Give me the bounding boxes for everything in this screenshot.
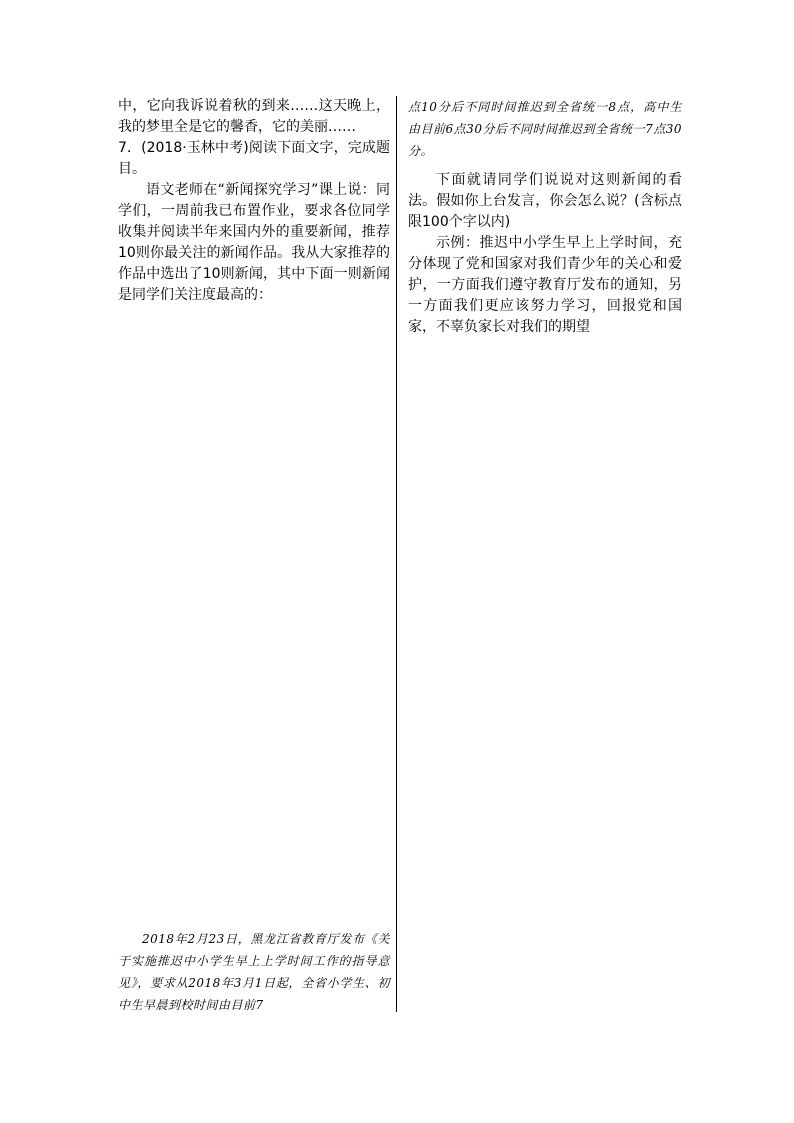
paragraph-autumn-ending: 中，它向我诉说着秋的到来……这天晚上，我的梦里全是它的馨香，它的美丽…… <box>118 98 390 135</box>
news-excerpt-start <box>118 928 390 1016</box>
column-divider <box>396 96 397 1012</box>
left-column <box>118 96 390 306</box>
right-column <box>408 96 682 338</box>
news-paragraph: 2018年2月23日，黑龙江省教育厅发布《关于实施推迟中小学生早上上学时间工作的指导意见》，要求从2018年3月1日起，全省小学生、初中生早晨到校时间由目前7 <box>118 932 390 1012</box>
teacher-intro-paragraph: 语文老师在“新闻探究学习”课上说：同学们，一周前我已布置作业，要求各位同学收集并阅读半年来国内外的重要新闻，推荐10则你最关注的新闻作品。我从大家推荐的作品中选出了10则新闻，其中下面一则新闻是同学们关注度最高的： <box>118 182 390 303</box>
sample-answer: 示例：推迟中小学生早上上学时间，充分体现了党和国家对我们青少年的关心和爱护，一方面我们遵守教育厅发布的通知，另一方面我们更应该努力学习，回报党和国家，不辜负家长对我们的期望 <box>408 235 682 335</box>
discussion-prompt: 下面就请同学们说说对这则新闻的看法。假如你上台发言，你会怎么说？(含标点限100个字以内) <box>408 172 682 230</box>
question-7-heading: 7．(2018·玉林中考)阅读下面文字，完成题目。 <box>118 140 390 177</box>
news-excerpt-continued: 点10分后不同时间推迟到全省统一8点，高中生由目前6点30分后不同时间推迟到全省统一7点30分。 <box>408 100 682 158</box>
